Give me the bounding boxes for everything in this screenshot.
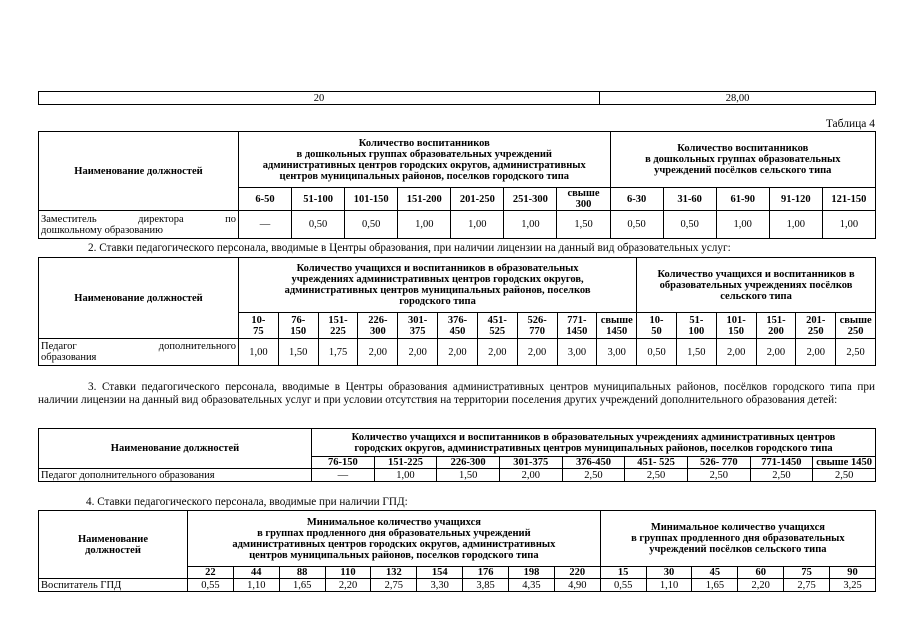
table-cell: 2,20 <box>738 579 784 592</box>
range-header: 151- 200 <box>756 313 796 339</box>
range-header: 376- 450 <box>438 313 478 339</box>
range-header: 201- 250 <box>796 313 836 339</box>
range-header: 76-150 <box>312 457 375 469</box>
range-header: 376-450 <box>562 457 625 469</box>
range-header: 51-100 <box>292 188 345 211</box>
table-cell: 2,00 <box>438 339 478 366</box>
count-header: 88 <box>279 567 325 579</box>
count-header: 60 <box>738 567 784 579</box>
table-cell: 3,85 <box>463 579 509 592</box>
table-cell: 1,65 <box>692 579 738 592</box>
count-header: 22 <box>188 567 234 579</box>
table-cell: 4,90 <box>554 579 600 592</box>
range-header: 10- 75 <box>239 313 279 339</box>
section2-group2: Количество учащихся и воспитанников в образовательных учреждениях посёлков сельского типа <box>637 258 876 313</box>
table-cell: — <box>312 469 375 482</box>
table-cell: 1,00 <box>716 211 769 239</box>
count-header: 30 <box>646 567 692 579</box>
count-header: 45 <box>692 567 738 579</box>
section3-table <box>38 428 876 482</box>
section2-group1: Количество учащихся и воспитанников в образовательных учреждениях административных центров городских округов, административных центров муниципальных районов, поселков городского типа <box>239 258 637 313</box>
section4-table <box>38 510 876 592</box>
table-cell: 2,50 <box>836 339 876 366</box>
table-cell: 2,00 <box>756 339 796 366</box>
table-cell: 0,50 <box>345 211 398 239</box>
table4-group1: Количество воспитанников в дошкольных группах образовательных учреждений административных центров городских округов, административных центров муниципальных районов, поселков городского типа <box>239 132 611 188</box>
range-header: 151-225 <box>374 457 437 469</box>
table-cell: 0,55 <box>188 579 234 592</box>
table-cell: 2,00 <box>716 339 756 366</box>
table-cell: 3,30 <box>417 579 463 592</box>
range-header: 771-1450 <box>750 457 813 469</box>
top-row-table <box>38 91 876 105</box>
table-cell: 2,50 <box>750 469 813 482</box>
table-cell: 2,00 <box>398 339 438 366</box>
count-header: 198 <box>509 567 555 579</box>
range-header: 251-300 <box>504 188 557 211</box>
table-cell: 0,50 <box>637 339 677 366</box>
table-cell: 1,50 <box>676 339 716 366</box>
range-header: 151-200 <box>398 188 451 211</box>
count-header: 220 <box>554 567 600 579</box>
section4-intro: 4. Ставки педагогического персонала, вводимые при наличии ГПД: <box>86 496 408 508</box>
table-cell: 2,00 <box>796 339 836 366</box>
count-header: 44 <box>233 567 279 579</box>
section3-intro: 3. Ставки педагогического персонала, вводимые в Центры образования административных центров муниципальных районов, посёлков городского типа при наличии лицензии на данный вид образовательных услуг и при условии отсутствия на территории поселения других учреждений дополнительного образования детей: <box>38 381 875 406</box>
range-header: 10- 50 <box>637 313 677 339</box>
table-cell: 4,35 <box>509 579 555 592</box>
table-cell: 2,50 <box>562 469 625 482</box>
section2-intro: 2. Ставки педагогического персонала, вводимые в Центры образования, при наличии лицензии на данный вид образовательных услуг: <box>88 242 731 254</box>
range-header: свыше 1450 <box>813 457 876 469</box>
table-cell: 1,00 <box>239 339 279 366</box>
table-cell: 1,00 <box>451 211 504 239</box>
range-header: 61-90 <box>716 188 769 211</box>
table-cell: 1,65 <box>279 579 325 592</box>
table-cell: 2,00 <box>358 339 398 366</box>
table-cell: 1,50 <box>437 469 500 482</box>
range-header: 91-120 <box>769 188 822 211</box>
table-cell: 1,50 <box>278 339 318 366</box>
count-header: 15 <box>600 567 646 579</box>
table4-group2: Количество воспитанников в дошкольных группах образовательных учреждений посёлков сельского типа <box>610 132 875 188</box>
table-cell: 2,75 <box>784 579 830 592</box>
section4-group2: Минимальное количество учащихся в группах продленного дня образовательных учреждений посёлков сельского типа <box>600 511 875 567</box>
count-header: 110 <box>325 567 371 579</box>
section2-row-name: Педагог дополнительного образования <box>39 339 239 366</box>
table-cell: — <box>239 211 292 239</box>
range-header: 101- 150 <box>716 313 756 339</box>
range-header: 451- 525 <box>477 313 517 339</box>
table-cell: 2,50 <box>687 469 750 482</box>
section3-col-header: Наименование должностей <box>39 429 312 469</box>
top-row-right: 28,00 <box>600 92 876 105</box>
section4-group1: Минимальное количество учащихся в группах продленного дня образовательных учреждений административных центров городских округов, административных центров муниципальных районов, поселков городского типа <box>188 511 601 567</box>
table-cell: 2,00 <box>499 469 562 482</box>
count-header: 154 <box>417 567 463 579</box>
table-cell: 1,00 <box>398 211 451 239</box>
range-header: свыше 250 <box>836 313 876 339</box>
range-header: 6-50 <box>239 188 292 211</box>
section4-col-header: Наименование должностей <box>39 511 188 579</box>
section3-row-name: Педагог дополнительного образования <box>39 469 312 482</box>
table-cell: 1,00 <box>822 211 875 239</box>
count-header: 90 <box>830 567 876 579</box>
range-header: 201-250 <box>451 188 504 211</box>
table-cell: 1,10 <box>233 579 279 592</box>
range-header: 31-60 <box>663 188 716 211</box>
range-header: 51- 100 <box>676 313 716 339</box>
section2-table <box>38 257 876 366</box>
count-header: 75 <box>784 567 830 579</box>
table-cell: 3,00 <box>597 339 637 366</box>
table-cell: 2,20 <box>325 579 371 592</box>
range-header: 301- 375 <box>398 313 438 339</box>
section2-col-header: Наименование должностей <box>39 258 239 339</box>
range-header: 76- 150 <box>278 313 318 339</box>
range-header: 101-150 <box>345 188 398 211</box>
table-cell: 1,10 <box>646 579 692 592</box>
table4-caption: Таблица 4 <box>825 118 875 130</box>
range-header: 451- 525 <box>625 457 688 469</box>
table4-col-header: Наименование должностей <box>39 132 239 211</box>
range-header: 6-30 <box>610 188 663 211</box>
table-cell: 1,50 <box>557 211 610 239</box>
table-cell: 0,50 <box>663 211 716 239</box>
range-header: свыше 1450 <box>597 313 637 339</box>
range-header: 526- 770 <box>687 457 750 469</box>
range-header: 226- 300 <box>358 313 398 339</box>
count-header: 132 <box>371 567 417 579</box>
table-cell: 2,00 <box>517 339 557 366</box>
table-cell: 3,25 <box>830 579 876 592</box>
table-cell: 0,50 <box>292 211 345 239</box>
table-cell: 0,50 <box>610 211 663 239</box>
table-cell: 2,50 <box>625 469 688 482</box>
table4-row-name: Заместитель директора по дошкольному образованию <box>39 211 239 239</box>
section4-row-name: Воспитатель ГПД <box>39 579 188 592</box>
table-cell: 1,00 <box>769 211 822 239</box>
table-cell: 2,75 <box>371 579 417 592</box>
count-header: 176 <box>463 567 509 579</box>
table-cell: 1,00 <box>374 469 437 482</box>
table-cell: 1,75 <box>318 339 358 366</box>
range-header: 301-375 <box>499 457 562 469</box>
table-cell: 2,00 <box>477 339 517 366</box>
top-row-left: 20 <box>39 92 600 105</box>
table-cell: 3,00 <box>557 339 597 366</box>
range-header: 121-150 <box>822 188 875 211</box>
table-cell: 2,50 <box>813 469 876 482</box>
table-cell: 0,55 <box>600 579 646 592</box>
range-header: 226-300 <box>437 457 500 469</box>
section3-group: Количество учащихся и воспитанников в образовательных учреждениях административных центров городских округов, административных центров муниципальных районов, поселков городского типа <box>312 429 876 457</box>
range-header: 771- 1450 <box>557 313 597 339</box>
range-header: 526- 770 <box>517 313 557 339</box>
table-cell: 1,00 <box>504 211 557 239</box>
range-header: 151- 225 <box>318 313 358 339</box>
table4 <box>38 131 876 239</box>
range-header: свыше 300 <box>557 188 610 211</box>
